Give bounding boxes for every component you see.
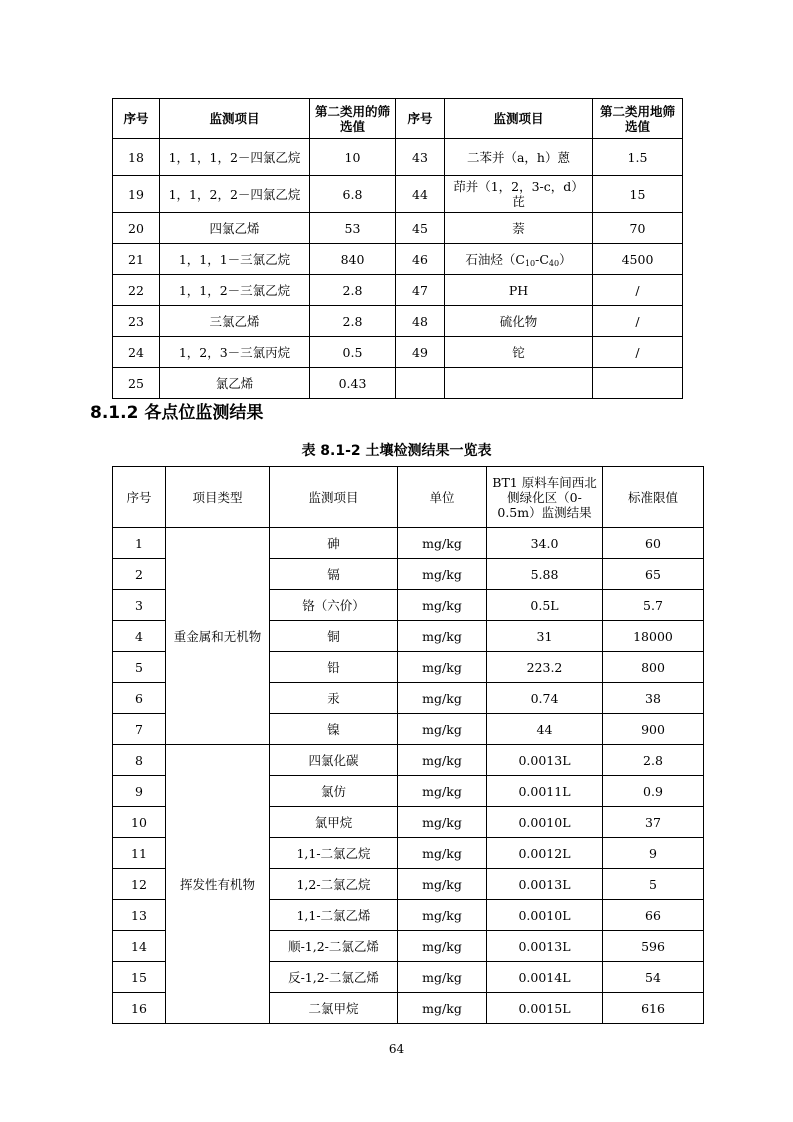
cell-unit: mg/kg: [398, 652, 487, 683]
header-item-2: 监测项目: [445, 99, 593, 139]
cell-no: 13: [113, 900, 166, 931]
cell-value: 70: [593, 213, 683, 244]
header-no-2: 序号: [396, 99, 445, 139]
cell-item: 硫化物: [445, 306, 593, 337]
cell-item: 1，2，3－三氯丙烷: [160, 337, 310, 368]
cell-value: 10: [310, 139, 396, 176]
cell-item: [445, 244, 593, 275]
cell-limit: 2.8: [603, 745, 704, 776]
cell-no: 9: [113, 776, 166, 807]
cell-unit: mg/kg: [398, 776, 487, 807]
cell-limit: 38: [603, 683, 704, 714]
cell-item: 1，1，2－三氯乙烷: [160, 275, 310, 306]
cell-item: 铜: [270, 621, 398, 652]
cell-result: 0.0013L: [487, 745, 603, 776]
cell-limit: 54: [603, 962, 704, 993]
cell-no: 12: [113, 869, 166, 900]
cell-value: 6.8: [310, 176, 396, 213]
cell-item: 铅: [270, 652, 398, 683]
cell-no: 4: [113, 621, 166, 652]
cell-no: 24: [113, 337, 160, 368]
cell-result: 0.0010L: [487, 807, 603, 838]
cell-no: 25: [113, 368, 160, 399]
cell-no: 3: [113, 590, 166, 621]
cell-no: 6: [113, 683, 166, 714]
header-item: 监测项目: [270, 467, 398, 528]
petroleum-label-mid: -C: [535, 251, 549, 267]
table-row: [113, 745, 704, 776]
table-row: [113, 244, 683, 275]
cell-no: 11: [113, 838, 166, 869]
cell-unit: mg/kg: [398, 559, 487, 590]
cell-no: 2: [113, 559, 166, 590]
header-screening-value-2: 第二类用地筛选值: [593, 99, 683, 139]
header-result: BT1 原料车间西北侧绿化区（0-0.5m）监测结果: [487, 467, 603, 528]
cell-value: /: [593, 337, 683, 368]
soil-results-table: [112, 466, 704, 1024]
cell-unit: mg/kg: [398, 683, 487, 714]
cell-result: 0.0014L: [487, 962, 603, 993]
cell-unit: mg/kg: [398, 838, 487, 869]
header-no: 序号: [113, 99, 160, 139]
cell-no: 8: [113, 745, 166, 776]
header-limit: 标准限值: [603, 467, 704, 528]
cell-item: [445, 368, 593, 399]
cell-result: 0.0011L: [487, 776, 603, 807]
table-row: [113, 368, 683, 399]
cell-item: 四氯乙烯: [160, 213, 310, 244]
cell-item: 氯甲烷: [270, 807, 398, 838]
table-header-row: [113, 99, 683, 139]
cell-no: 21: [113, 244, 160, 275]
cell-value: 840: [310, 244, 396, 275]
cell-no: 16: [113, 993, 166, 1024]
cell-limit: 5: [603, 869, 704, 900]
cell-result: 0.0015L: [487, 993, 603, 1024]
petroleum-sub-1: 10: [524, 258, 536, 268]
cell-no: 47: [396, 275, 445, 306]
cell-no: 22: [113, 275, 160, 306]
cell-value: 4500: [593, 244, 683, 275]
cell-value: [593, 368, 683, 399]
cell-result: 223.2: [487, 652, 603, 683]
cell-no: 18: [113, 139, 160, 176]
cell-item: 二氯甲烷: [270, 993, 398, 1024]
cell-limit: 65: [603, 559, 704, 590]
cell-no: 7: [113, 714, 166, 745]
cell-no: 46: [396, 244, 445, 275]
cell-limit: 5.7: [603, 590, 704, 621]
table-row: [113, 139, 683, 176]
cell-item: 1,1-二氯乙烷: [270, 838, 398, 869]
cell-no: 19: [113, 176, 160, 213]
cell-result: 0.0013L: [487, 931, 603, 962]
cell-item: 铬（六价）: [270, 590, 398, 621]
petroleum-label-pre: 石油烃（C: [465, 251, 525, 267]
table-row: [113, 176, 683, 213]
header-unit: 单位: [398, 467, 487, 528]
screening-values-table: [112, 98, 683, 399]
cell-item: 1，1，1，2－四氯乙烷: [160, 139, 310, 176]
cell-no: 49: [396, 337, 445, 368]
page-number: 64: [388, 1042, 405, 1056]
cell-item: 氯乙烯: [160, 368, 310, 399]
cell-item: 三氯乙烯: [160, 306, 310, 337]
cell-item: 茚并（1，2，3-c，d）芘: [445, 176, 593, 213]
cell-item: PH: [445, 275, 593, 306]
cell-item: 四氯化碳: [270, 745, 398, 776]
header-no: 序号: [113, 467, 166, 528]
cell-limit: 37: [603, 807, 704, 838]
cell-result: 0.5L: [487, 590, 603, 621]
cell-result: 5.88: [487, 559, 603, 590]
cell-limit: 800: [603, 652, 704, 683]
cell-limit: 0.9: [603, 776, 704, 807]
cell-value: /: [593, 275, 683, 306]
cell-no: 1: [113, 528, 166, 559]
cell-value: 53: [310, 213, 396, 244]
cell-value: /: [593, 306, 683, 337]
cell-no: 48: [396, 306, 445, 337]
cell-item: 氯仿: [270, 776, 398, 807]
cell-item: 萘: [445, 213, 593, 244]
cell-unit: mg/kg: [398, 714, 487, 745]
petroleum-sub-2: 40: [548, 258, 560, 268]
cell-value: 0.43: [310, 368, 396, 399]
cell-no: 10: [113, 807, 166, 838]
cell-item: 反-1,2-二氯乙烯: [270, 962, 398, 993]
cell-no: 14: [113, 931, 166, 962]
cell-value: 1.5: [593, 139, 683, 176]
table-row: [113, 528, 704, 559]
cell-item: 汞: [270, 683, 398, 714]
cell-item: 镉: [270, 559, 398, 590]
cell-item: 铊: [445, 337, 593, 368]
cell-item: 顺-1,2-二氯乙烯: [270, 931, 398, 962]
cell-limit: 66: [603, 900, 704, 931]
table-caption: 表 8.1-2 土壤检测结果一览表: [301, 443, 492, 459]
cell-no: [396, 368, 445, 399]
cell-item: 1，1，2，2－四氯乙烷: [160, 176, 310, 213]
cell-limit: 9: [603, 838, 704, 869]
cell-no: 20: [113, 213, 160, 244]
cell-result: 0.0012L: [487, 838, 603, 869]
cell-result: 0.0010L: [487, 900, 603, 931]
cell-limit: 616: [603, 993, 704, 1024]
cell-unit: mg/kg: [398, 869, 487, 900]
cell-limit: 18000: [603, 621, 704, 652]
cell-no: 45: [396, 213, 445, 244]
petroleum-label-post: ）: [559, 251, 572, 267]
cell-item: 1，1，1－三氯乙烷: [160, 244, 310, 275]
table-row: [113, 306, 683, 337]
cell-limit: 900: [603, 714, 704, 745]
cell-no: 43: [396, 139, 445, 176]
cell-unit: mg/kg: [398, 931, 487, 962]
cell-no: 5: [113, 652, 166, 683]
cell-result: 0.0013L: [487, 869, 603, 900]
cell-unit: mg/kg: [398, 807, 487, 838]
cell-value: 15: [593, 176, 683, 213]
cell-item: 二苯并（a，h）蒽: [445, 139, 593, 176]
table-row: [113, 275, 683, 306]
category-volatile-organics: 挥发性有机物: [166, 745, 270, 1024]
cell-limit: 596: [603, 931, 704, 962]
cell-unit: mg/kg: [398, 900, 487, 931]
cell-item: 镍: [270, 714, 398, 745]
cell-value: 2.8: [310, 275, 396, 306]
cell-result: 34.0: [487, 528, 603, 559]
table-row: [113, 213, 683, 244]
cell-no: 15: [113, 962, 166, 993]
cell-unit: mg/kg: [398, 590, 487, 621]
cell-item: 1,1-二氯乙烯: [270, 900, 398, 931]
cell-unit: mg/kg: [398, 745, 487, 776]
cell-unit: mg/kg: [398, 621, 487, 652]
table-row: [113, 337, 683, 368]
cell-result: 44: [487, 714, 603, 745]
cell-value: 0.5: [310, 337, 396, 368]
cell-item: 1,2-二氯乙烷: [270, 869, 398, 900]
cell-unit: mg/kg: [398, 962, 487, 993]
cell-no: 44: [396, 176, 445, 213]
table-header-row: [113, 467, 704, 528]
header-category: 项目类型: [166, 467, 270, 528]
category-heavy-metals: 重金属和无机物: [166, 528, 270, 745]
cell-result: 0.74: [487, 683, 603, 714]
cell-item: 砷: [270, 528, 398, 559]
cell-limit: 60: [603, 528, 704, 559]
cell-value: 2.8: [310, 306, 396, 337]
cell-result: 31: [487, 621, 603, 652]
cell-no: 23: [113, 306, 160, 337]
cell-unit: mg/kg: [398, 993, 487, 1024]
header-item: 监测项目: [160, 99, 310, 139]
header-screening-value: 第二类用的筛选值: [310, 99, 396, 139]
cell-unit: mg/kg: [398, 528, 487, 559]
section-heading: 8.1.2 各点位监测结果: [90, 403, 264, 423]
